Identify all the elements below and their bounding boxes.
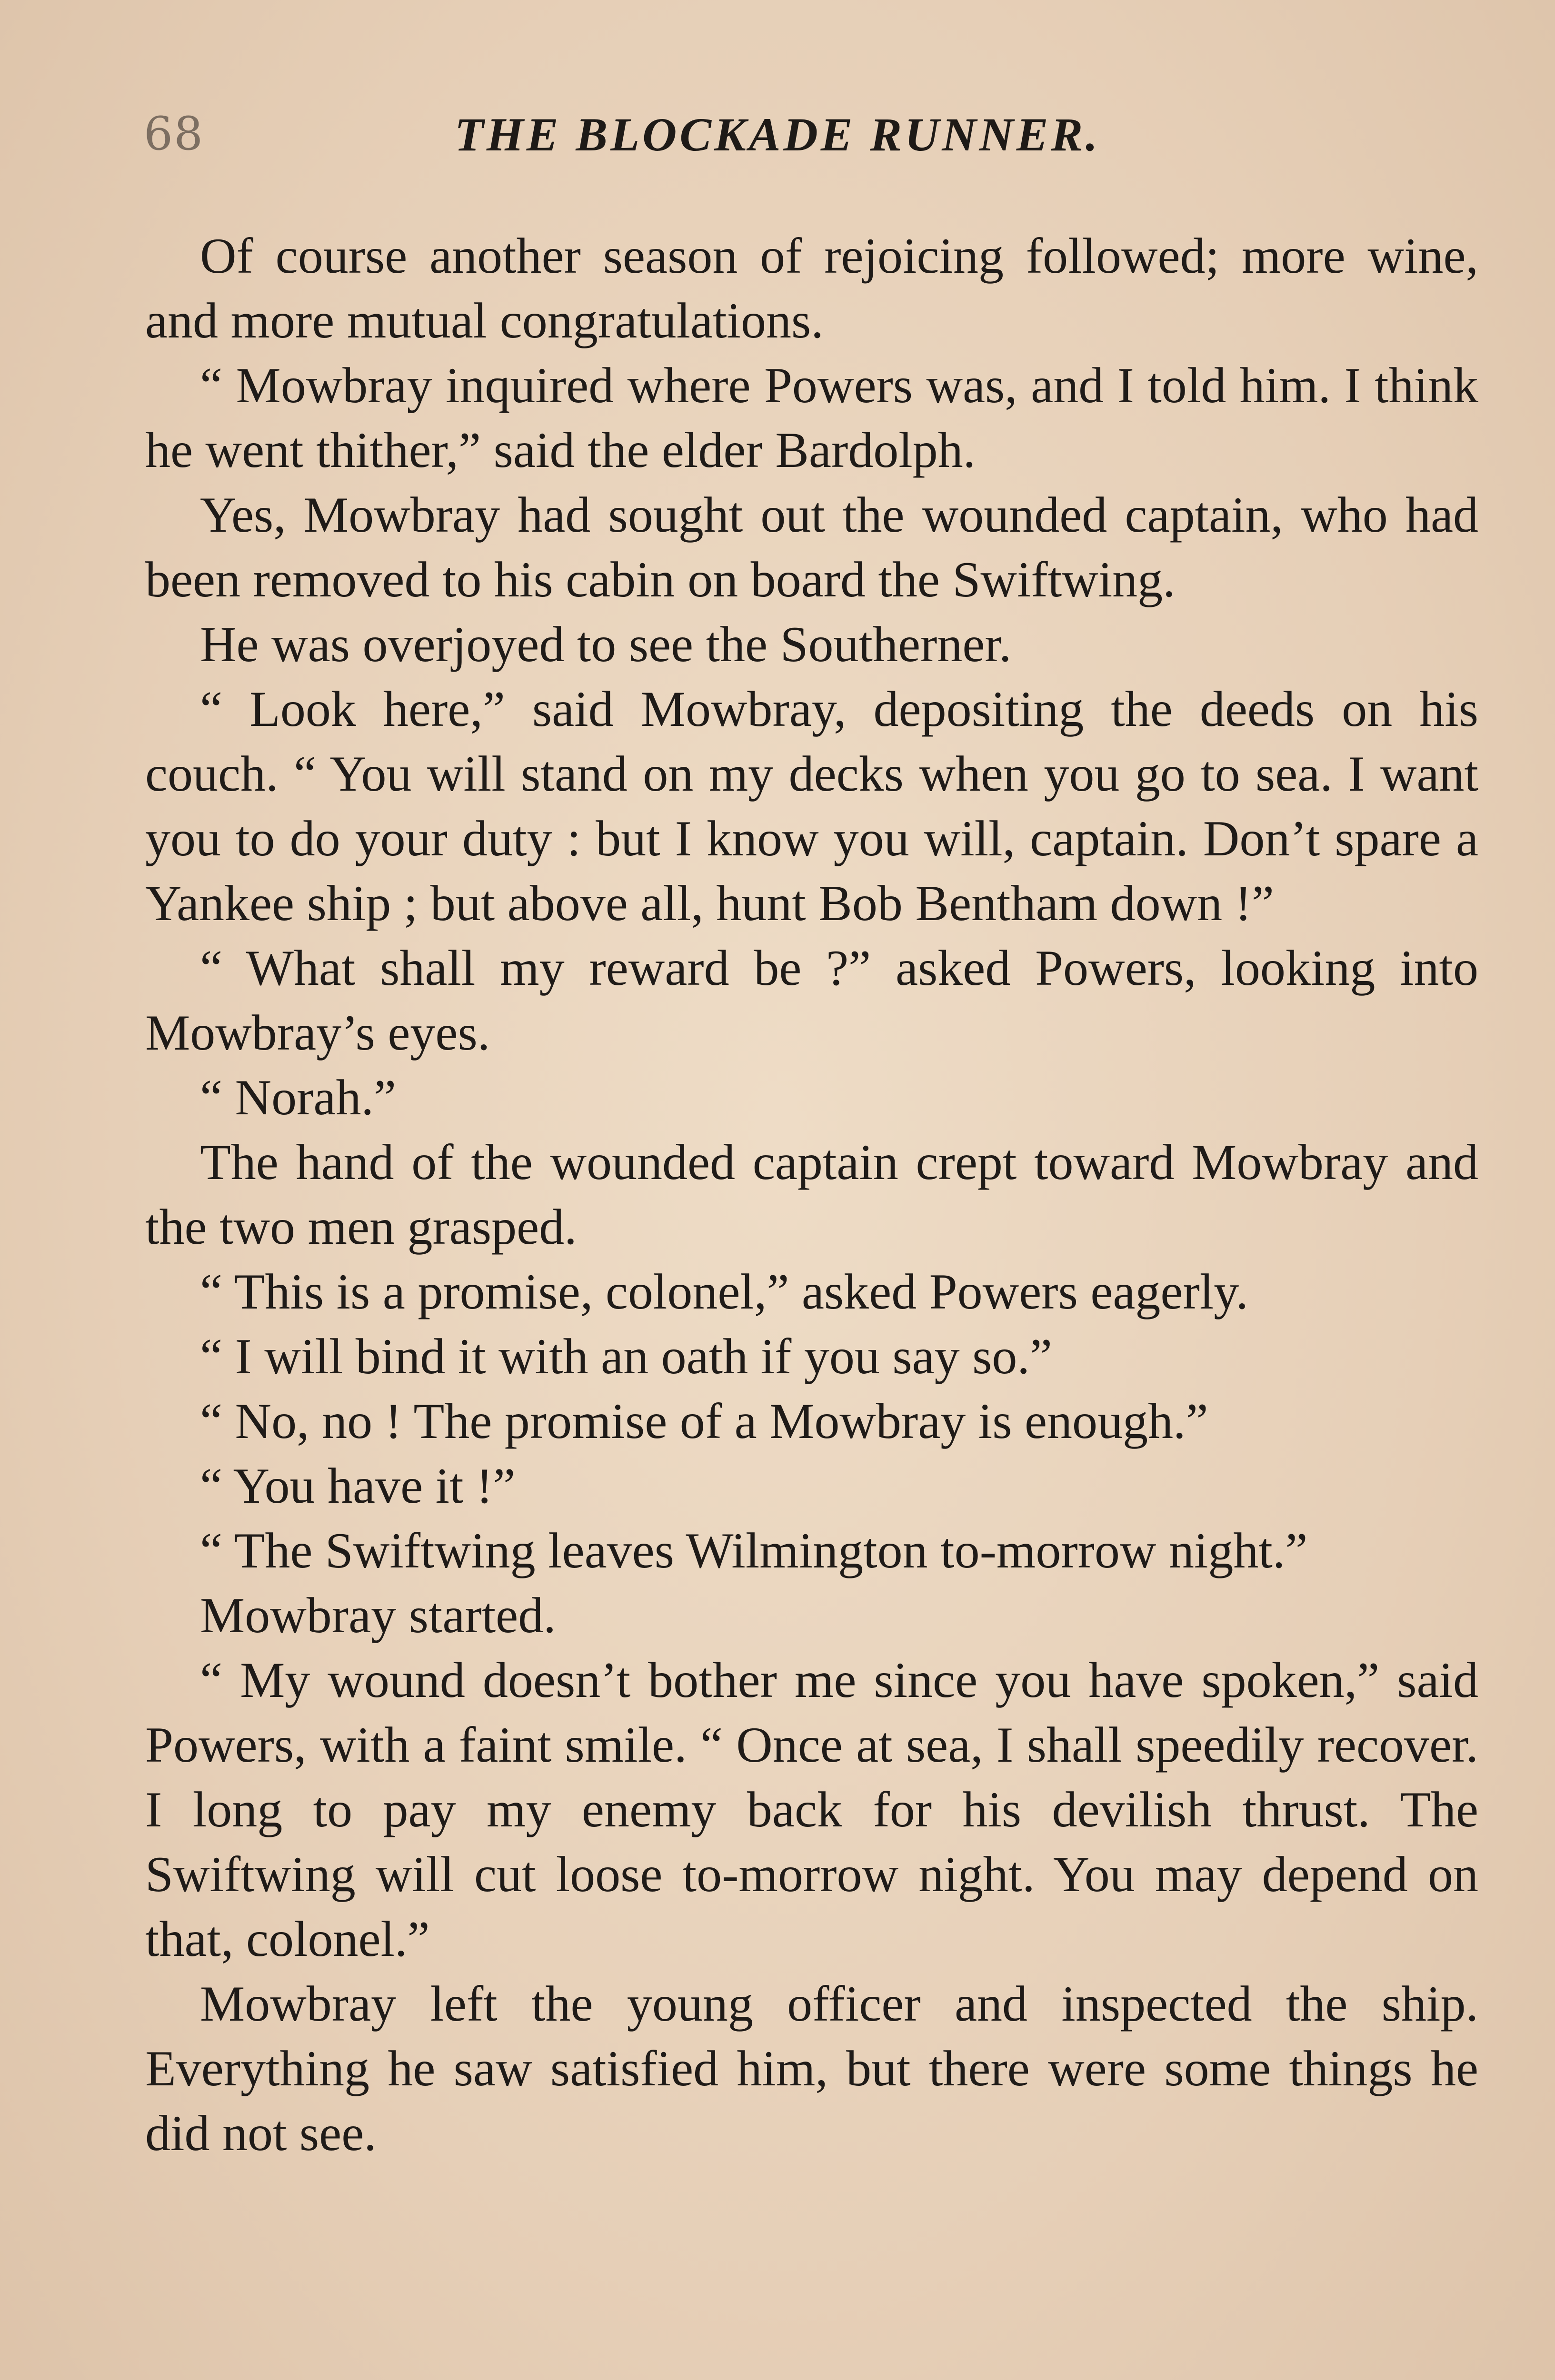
paragraph: He was overjoyed to see the Southerner. (200, 616, 1012, 672)
paragraph: “ Look here,” said Mowbray, depositing the deeds on his couch. “ You will stand on my decks when you go to sea. I want you to do your duty : but I know you will, captain. Don’t spare a Yankee ship ; but above all, hunt Bob Bentham down !” (145, 681, 1478, 931)
running-title: THE BLOCKADE RUNNER. (454, 108, 1101, 161)
paragraph: “ No, no ! The promise of a Mowbray is enough.” (200, 1393, 1208, 1449)
paragraph: “ Norah.” (200, 1070, 396, 1125)
body-text (145, 224, 1478, 2166)
paragraph: Of course another season of rejoicing followed; more wine, and more mutual congratulations. (145, 228, 1478, 348)
paragraph: “ What shall my reward be ?” asked Powers, looking into Mowbray’s eyes. (145, 940, 1478, 1061)
paragraph: “ Mowbray inquired where Powers was, and I told him. I think he went thither,” said the elder Bardolph. (145, 357, 1478, 478)
paragraph: “ This is a promise, colonel,” asked Powers eagerly. (200, 1264, 1248, 1319)
page-header (0, 107, 1555, 169)
paragraph: Yes, Mowbray had sought out the wounded captain, who had been removed to his cabin on board the Swiftwing. (145, 487, 1478, 607)
paragraph: Mowbray started. (200, 1587, 556, 1643)
paragraph: “ You have it !” (200, 1458, 516, 1514)
paragraph: Mowbray left the young officer and inspected the ship. Everything he saw satisfied him, but there were some things he did not see. (145, 1976, 1478, 2161)
paragraph: “ My wound doesn’t bother me since you have spoken,” said Powers, with a faint smile. “ Once at sea, I shall speedily recover. I long to pay my enemy back for his devilish thrust. The Swiftwing will cut loose to-morrow night. You may depend on that, colonel.” (145, 1652, 1478, 1967)
paragraph: The hand of the wounded captain crept toward Mowbray and the two men grasped. (145, 1134, 1478, 1255)
paragraph: “ The Swiftwing leaves Wilmington to-morrow night.” (200, 1523, 1308, 1578)
page-number: 68 (144, 107, 204, 160)
paragraph: “ I will bind it with an oath if you say so.” (200, 1329, 1052, 1384)
